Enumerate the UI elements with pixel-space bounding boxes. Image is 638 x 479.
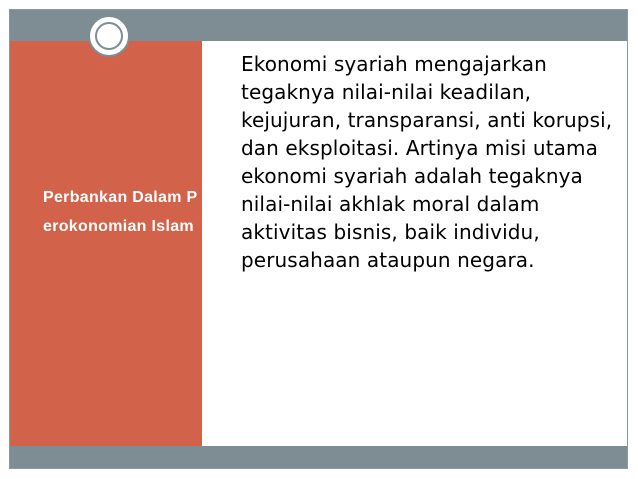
slide-title: Perbankan Dalam Perokonomian Islam — [43, 189, 198, 235]
circle-ornament-icon — [88, 15, 130, 57]
body-paragraph: Ekonomi syariah mengajarkan tegaknya nilai-nilai keadilan, kejujuran, transparansi, anti korupsi, dan eksploitasi. Artinya misi utama ekonomi syariah adalah tegaknya nilai-nilai akhlak moral dalam aktivitas bisnis, baik individu, perusahaan ataupun negara. — [241, 52, 613, 272]
circle-ornament-inner — [95, 22, 123, 50]
